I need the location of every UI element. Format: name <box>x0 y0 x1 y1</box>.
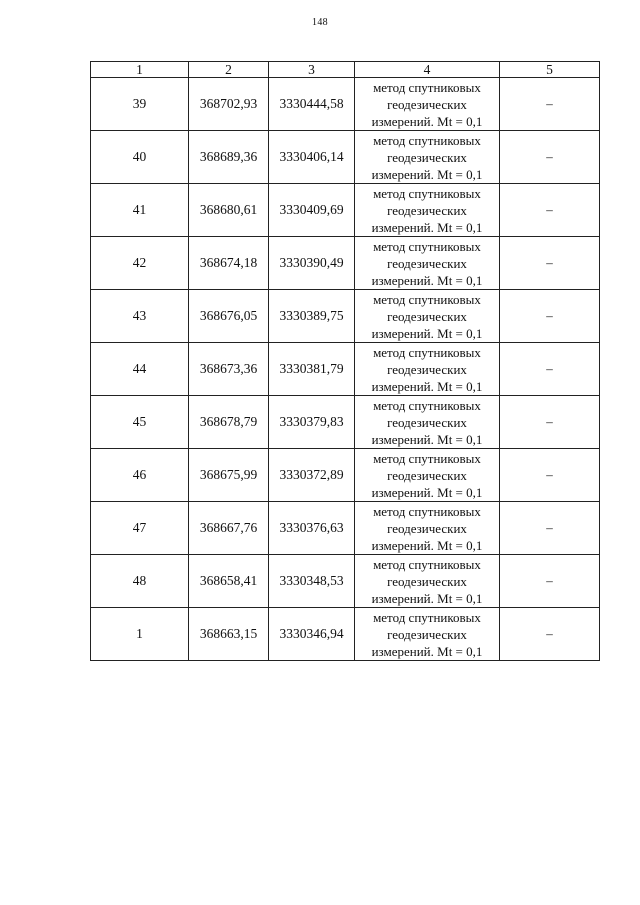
method-cell <box>355 343 500 396</box>
method-line: измерений. Mt = 0,1 <box>371 113 483 129</box>
method-line: измерений. Mt = 0,1 <box>371 272 483 288</box>
x-coordinate-cell: 368674,18 <box>189 237 269 290</box>
point-number-cell: 40 <box>91 131 189 184</box>
x-coordinate-cell: 368676,05 <box>189 290 269 343</box>
note-cell: – <box>500 184 600 237</box>
method-cell <box>355 555 500 608</box>
table-header <box>91 62 600 78</box>
x-coordinate-cell: 368663,15 <box>189 608 269 661</box>
method-line: геодезических <box>387 626 467 642</box>
coordinates-table <box>90 61 600 661</box>
method-line: измерений. Mt = 0,1 <box>371 537 483 553</box>
note-cell: – <box>500 555 600 608</box>
header-cell-1: 1 <box>91 62 189 78</box>
table-row <box>91 396 600 449</box>
point-number-cell: 47 <box>91 502 189 555</box>
x-coordinate-cell: 368673,36 <box>189 343 269 396</box>
x-coordinate-cell: 368667,76 <box>189 502 269 555</box>
method-cell <box>355 78 500 131</box>
note-cell: – <box>500 78 600 131</box>
y-coordinate-cell: 3330409,69 <box>269 184 355 237</box>
header-cell-4: 4 <box>355 62 500 78</box>
y-coordinate-cell: 3330348,53 <box>269 555 355 608</box>
note-cell: – <box>500 343 600 396</box>
method-line: метод спутниковых <box>373 556 481 572</box>
point-number-cell: 46 <box>91 449 189 502</box>
method-line: измерений. Mt = 0,1 <box>371 325 483 341</box>
method-line: геодезических <box>387 149 467 165</box>
point-number-cell: 45 <box>91 396 189 449</box>
point-number-cell: 48 <box>91 555 189 608</box>
method-cell <box>355 237 500 290</box>
y-coordinate-cell: 3330444,58 <box>269 78 355 131</box>
table-body <box>91 78 600 661</box>
note-cell: – <box>500 608 600 661</box>
note-cell: – <box>500 502 600 555</box>
point-number-cell: 43 <box>91 290 189 343</box>
method-line: геодезических <box>387 96 467 112</box>
method-line: метод спутниковых <box>373 185 481 201</box>
method-line: геодезических <box>387 202 467 218</box>
x-coordinate-cell: 368678,79 <box>189 396 269 449</box>
method-line: измерений. Mt = 0,1 <box>371 431 483 447</box>
method-cell <box>355 396 500 449</box>
method-line: метод спутниковых <box>373 609 481 625</box>
table-row <box>91 78 600 131</box>
note-cell: – <box>500 237 600 290</box>
header-cell-5: 5 <box>500 62 600 78</box>
method-cell <box>355 184 500 237</box>
header-cell-3: 3 <box>269 62 355 78</box>
x-coordinate-cell: 368658,41 <box>189 555 269 608</box>
method-line: метод спутниковых <box>373 344 481 360</box>
method-line: геодезических <box>387 414 467 430</box>
header-cell-2: 2 <box>189 62 269 78</box>
table-row <box>91 449 600 502</box>
table-row <box>91 343 600 396</box>
table-row <box>91 184 600 237</box>
method-line: измерений. Mt = 0,1 <box>371 484 483 500</box>
y-coordinate-cell: 3330346,94 <box>269 608 355 661</box>
method-cell <box>355 449 500 502</box>
table-row <box>91 131 600 184</box>
page-number: 148 <box>312 17 328 28</box>
point-number-cell: 44 <box>91 343 189 396</box>
table-row <box>91 290 600 343</box>
x-coordinate-cell: 368689,36 <box>189 131 269 184</box>
point-number-cell: 41 <box>91 184 189 237</box>
method-line: геодезических <box>387 520 467 536</box>
method-cell <box>355 290 500 343</box>
method-line: измерений. Mt = 0,1 <box>371 219 483 235</box>
table-row <box>91 608 600 661</box>
point-number-cell: 1 <box>91 608 189 661</box>
point-number-cell: 42 <box>91 237 189 290</box>
y-coordinate-cell: 3330379,83 <box>269 396 355 449</box>
table-row <box>91 502 600 555</box>
point-number-cell: 39 <box>91 78 189 131</box>
method-line: измерений. Mt = 0,1 <box>371 378 483 394</box>
method-line: метод спутниковых <box>373 79 481 95</box>
y-coordinate-cell: 3330376,63 <box>269 502 355 555</box>
table-row <box>91 555 600 608</box>
header-row <box>91 62 600 78</box>
method-line: метод спутниковых <box>373 450 481 466</box>
method-cell <box>355 131 500 184</box>
y-coordinate-cell: 3330381,79 <box>269 343 355 396</box>
note-cell: – <box>500 131 600 184</box>
method-line: измерений. Mt = 0,1 <box>371 166 483 182</box>
method-cell <box>355 502 500 555</box>
method-line: метод спутниковых <box>373 238 481 254</box>
x-coordinate-cell: 368702,93 <box>189 78 269 131</box>
table-row <box>91 237 600 290</box>
y-coordinate-cell: 3330406,14 <box>269 131 355 184</box>
x-coordinate-cell: 368675,99 <box>189 449 269 502</box>
method-line: геодезических <box>387 255 467 271</box>
method-cell <box>355 608 500 661</box>
method-line: метод спутниковых <box>373 291 481 307</box>
y-coordinate-cell: 3330372,89 <box>269 449 355 502</box>
method-line: метод спутниковых <box>373 503 481 519</box>
x-coordinate-cell: 368680,61 <box>189 184 269 237</box>
method-line: геодезических <box>387 467 467 483</box>
note-cell: – <box>500 290 600 343</box>
method-line: метод спутниковых <box>373 397 481 413</box>
method-line: измерений. Mt = 0,1 <box>371 590 483 606</box>
note-cell: – <box>500 396 600 449</box>
method-line: измерений. Mt = 0,1 <box>371 643 483 659</box>
method-line: метод спутниковых <box>373 132 481 148</box>
note-cell: – <box>500 449 600 502</box>
y-coordinate-cell: 3330390,49 <box>269 237 355 290</box>
method-line: геодезических <box>387 361 467 377</box>
method-line: геодезических <box>387 308 467 324</box>
y-coordinate-cell: 3330389,75 <box>269 290 355 343</box>
method-line: геодезических <box>387 573 467 589</box>
